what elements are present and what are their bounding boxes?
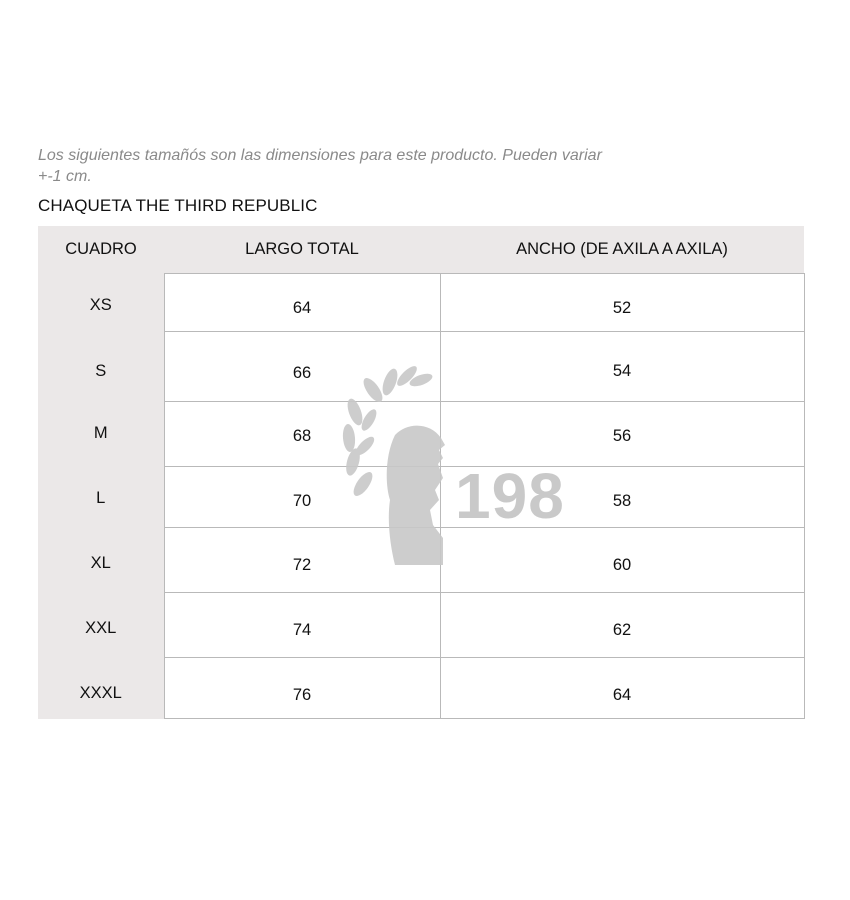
ancho-value: 52 (440, 274, 804, 332)
ancho-value: 60 (440, 528, 804, 593)
largo-value: 68 (164, 402, 440, 467)
table-header-row (38, 226, 804, 274)
header-cuadro: CUADRO (38, 226, 164, 274)
product-title: CHAQUETA THE THIRD REPUBLIC (38, 196, 318, 215)
largo-value: 64 (164, 274, 440, 332)
largo-value: 74 (164, 593, 440, 658)
size-label: XS (38, 274, 164, 332)
table-row (38, 528, 804, 593)
largo-value: 66 (164, 332, 440, 402)
disclaimer-line-2: +-1 cm. (38, 168, 92, 185)
largo-value: 72 (164, 528, 440, 593)
header-largo-total: LARGO TOTAL (164, 226, 440, 274)
ancho-value: 64 (440, 658, 804, 719)
size-chart-table (38, 226, 805, 719)
ancho-value: 62 (440, 593, 804, 658)
size-label: XXXL (38, 658, 164, 719)
size-label: XL (38, 528, 164, 593)
ancho-value: 58 (440, 467, 804, 528)
ancho-value: 56 (440, 402, 804, 467)
header-ancho: ANCHO (DE AXILA A AXILA) (440, 226, 804, 274)
table-row (38, 402, 804, 467)
table-row (38, 593, 804, 658)
size-label: S (38, 332, 164, 402)
ancho-value: 54 (440, 332, 804, 402)
size-label: M (38, 402, 164, 467)
table-row (38, 332, 804, 402)
table-row (38, 658, 804, 719)
size-label: XXL (38, 593, 164, 658)
table-row (38, 467, 804, 528)
size-label: L (38, 467, 164, 528)
table-row (38, 274, 804, 332)
size-disclaimer (38, 145, 698, 187)
disclaimer-line-1: Los siguientes tamañós son las dimensiones para este producto. Pueden variar (38, 147, 602, 164)
largo-value: 76 (164, 658, 440, 719)
watermark-text: 198 (455, 460, 565, 532)
largo-value: 70 (164, 467, 440, 528)
